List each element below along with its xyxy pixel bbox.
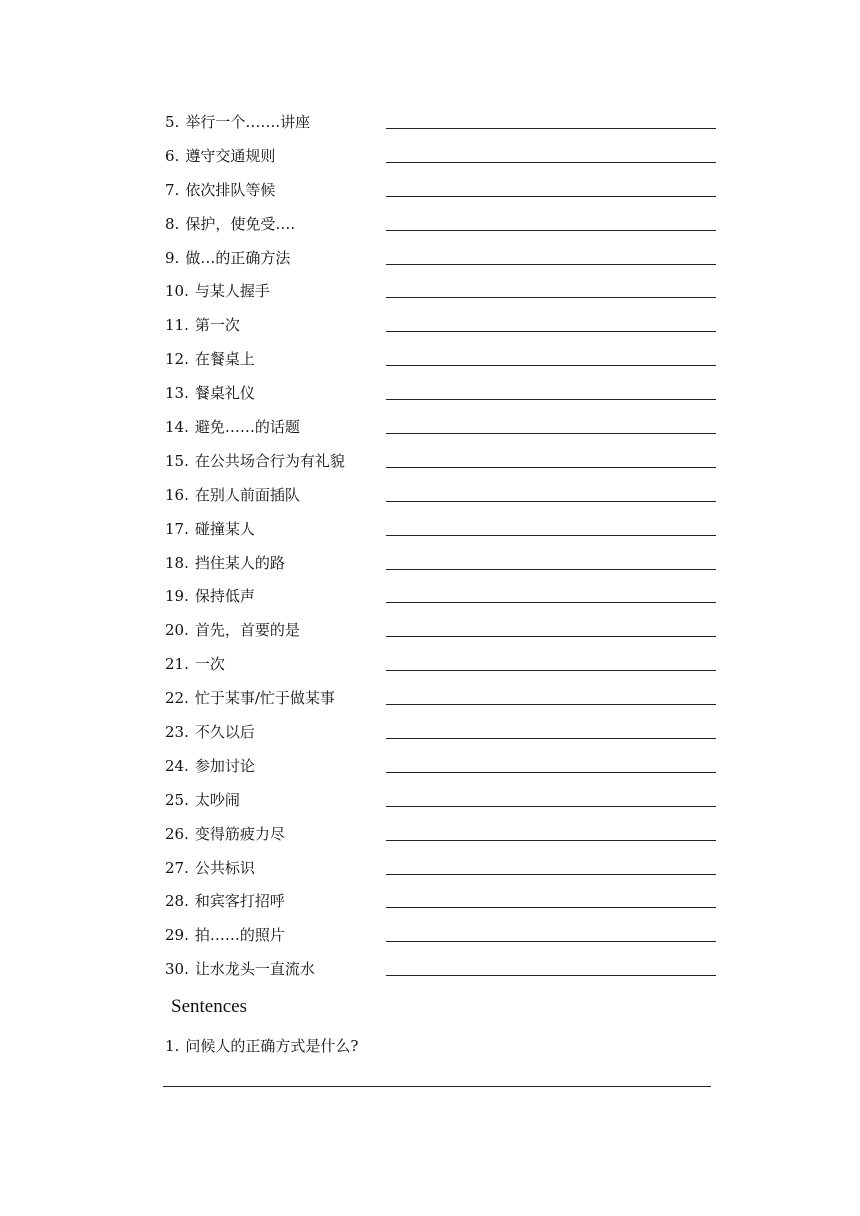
phrase-row (0, 442, 860, 476)
phrase-label (165, 180, 275, 200)
phrase-label (165, 824, 285, 844)
phrase-row (0, 781, 860, 815)
phrase-label (165, 417, 300, 437)
phrase-label (165, 553, 285, 573)
answer-blank[interactable] (386, 264, 716, 265)
phrase-text: 和宾客打招呼 (194, 892, 285, 911)
phrase-row (0, 950, 860, 984)
phrase-number: 5. (165, 113, 180, 131)
phrase-text: 依次排队等候 (185, 180, 276, 199)
phrase-text: 首先，首要的是 (194, 621, 300, 640)
answer-blank[interactable] (386, 636, 716, 637)
phrase-number: 14. (165, 418, 189, 437)
phrase-label (165, 214, 295, 234)
phrase-number: 26. (165, 824, 189, 843)
phrase-row (0, 510, 860, 544)
phrase-number: 8. (165, 214, 180, 233)
phrase-number: 11. (165, 316, 189, 335)
answer-blank[interactable] (386, 501, 716, 502)
phrase-text: 忙于某事/忙于做某事 (194, 689, 335, 708)
answer-blank[interactable] (386, 399, 716, 400)
phrase-label (165, 586, 255, 606)
phrase-number: 20. (165, 621, 189, 640)
phrase-label (165, 281, 270, 301)
phrase-row (0, 205, 860, 239)
phrase-label (165, 349, 255, 369)
phrase-label (165, 383, 255, 403)
answer-blank[interactable] (386, 941, 716, 942)
phrase-number: 19. (165, 587, 189, 606)
phrase-row (0, 747, 860, 781)
answer-blank[interactable] (386, 297, 716, 298)
phrase-label (165, 959, 315, 979)
answer-blank[interactable] (386, 907, 716, 908)
answer-blank[interactable] (386, 331, 716, 332)
phrase-number: 18. (165, 553, 189, 572)
phrase-label (165, 858, 255, 878)
phrase-text: 太吵闹 (194, 790, 240, 809)
phrase-number: 30. (165, 960, 189, 979)
phrase-row (0, 306, 860, 340)
phrase-number: 21. (165, 655, 189, 674)
phrase-number: 22. (165, 689, 189, 708)
phrase-label (165, 112, 310, 132)
phrase-label (165, 519, 255, 539)
phrase-number: 10. (165, 282, 189, 301)
phrase-row (0, 340, 860, 374)
phrase-number: 13. (165, 384, 189, 403)
answer-blank[interactable] (386, 196, 716, 197)
phrase-row (0, 882, 860, 916)
phrase-text: 公共标识 (194, 858, 255, 877)
answer-blank[interactable] (386, 704, 716, 705)
answer-blank[interactable] (386, 874, 716, 875)
phrase-number: 16. (165, 485, 189, 504)
phrase-row (0, 611, 860, 645)
phrase-row (0, 679, 860, 713)
phrase-row (0, 815, 860, 849)
phrase-number: 28. (165, 892, 189, 911)
phrase-label (165, 688, 335, 708)
phrase-text: 在别人前面插队 (194, 485, 300, 504)
answer-blank[interactable] (386, 840, 716, 841)
answer-blank[interactable] (386, 772, 716, 773)
phrase-number: 9. (165, 248, 180, 267)
phrase-text: 保持低声 (194, 587, 255, 606)
answer-blank[interactable] (386, 670, 716, 671)
answer-blank[interactable] (386, 365, 716, 366)
phrase-text: 在餐桌上 (194, 350, 255, 369)
phrase-label (165, 315, 240, 335)
sentence-prompt (165, 1036, 358, 1056)
phrase-text: 做…的正确方法 (185, 248, 291, 267)
section-title-sentences: Sentences (171, 996, 247, 1017)
phrase-row (0, 577, 860, 611)
phrase-label (165, 451, 345, 471)
answer-blank[interactable] (386, 806, 716, 807)
answer-blank[interactable] (386, 535, 716, 536)
phrase-number: 12. (165, 350, 189, 369)
phrase-text: 避免……的话题 (194, 418, 300, 437)
phrase-text: 不久以后 (194, 723, 255, 742)
phrase-number: 7. (165, 180, 180, 199)
phrase-text: 让水龙头一直流水 (194, 960, 315, 979)
answer-blank[interactable] (386, 602, 716, 603)
phrase-row (0, 103, 860, 137)
phrase-text: 挡住某人的路 (194, 553, 285, 572)
phrase-text: 遵守交通规则 (185, 146, 276, 165)
phrase-text: 在公共场合行为有礼貌 (194, 451, 345, 470)
phrase-number: 24. (165, 756, 189, 775)
phrase-number: 25. (165, 790, 189, 809)
phrase-number: 23. (165, 723, 189, 742)
phrase-number: 29. (165, 926, 189, 945)
phrase-row (0, 408, 860, 442)
answer-blank[interactable] (386, 738, 716, 739)
phrase-row (0, 476, 860, 510)
phrase-row (0, 374, 860, 408)
phrase-row (0, 713, 860, 747)
phrase-label (165, 925, 285, 945)
phrase-text: 保护，使免受…. (185, 214, 296, 233)
phrase-text: 与某人握手 (194, 282, 270, 301)
sentence-text: 问候人的正确方式是什么? (185, 1037, 359, 1055)
answer-blank[interactable] (386, 569, 716, 570)
phrase-label (165, 485, 300, 505)
phrase-text: 第一次 (194, 316, 240, 335)
phrase-text: 变得筋疲力尽 (194, 824, 285, 843)
phrase-text: 一次 (194, 655, 225, 674)
phrase-label (165, 891, 285, 911)
answer-blank[interactable] (386, 230, 716, 231)
phrase-label (165, 756, 255, 776)
phrase-row (0, 849, 860, 883)
phrase-text: 拍……的照片 (194, 926, 285, 945)
phrase-row (0, 171, 860, 205)
phrase-label (165, 654, 225, 674)
phrase-row (0, 645, 860, 679)
answer-blank[interactable] (386, 433, 716, 434)
answer-blank[interactable] (386, 975, 716, 976)
phrase-number: 6. (165, 146, 180, 165)
phrase-label (165, 722, 255, 742)
phrase-label (165, 790, 240, 810)
phrase-text: 举行一个…….讲座 (185, 113, 311, 131)
phrase-number: 17. (165, 519, 189, 538)
phrase-label (165, 620, 300, 640)
phrase-label (165, 248, 290, 268)
phrase-label (165, 146, 275, 166)
phrase-text: 参加讨论 (194, 756, 255, 775)
phrase-row (0, 272, 860, 306)
phrase-row (0, 916, 860, 950)
phrase-row (0, 137, 860, 171)
sentence-answer-blank[interactable] (163, 1086, 711, 1087)
phrase-list (0, 103, 860, 984)
answer-blank[interactable] (386, 162, 716, 163)
phrase-text: 餐桌礼仪 (194, 384, 255, 403)
answer-blank[interactable] (386, 467, 716, 468)
phrase-row (0, 544, 860, 578)
sentence-number: 1. (165, 1037, 180, 1055)
phrase-text: 碰撞某人 (194, 519, 255, 538)
phrase-row (0, 239, 860, 273)
phrase-number: 15. (165, 451, 189, 470)
answer-blank[interactable] (386, 128, 716, 129)
phrase-number: 27. (165, 858, 189, 877)
